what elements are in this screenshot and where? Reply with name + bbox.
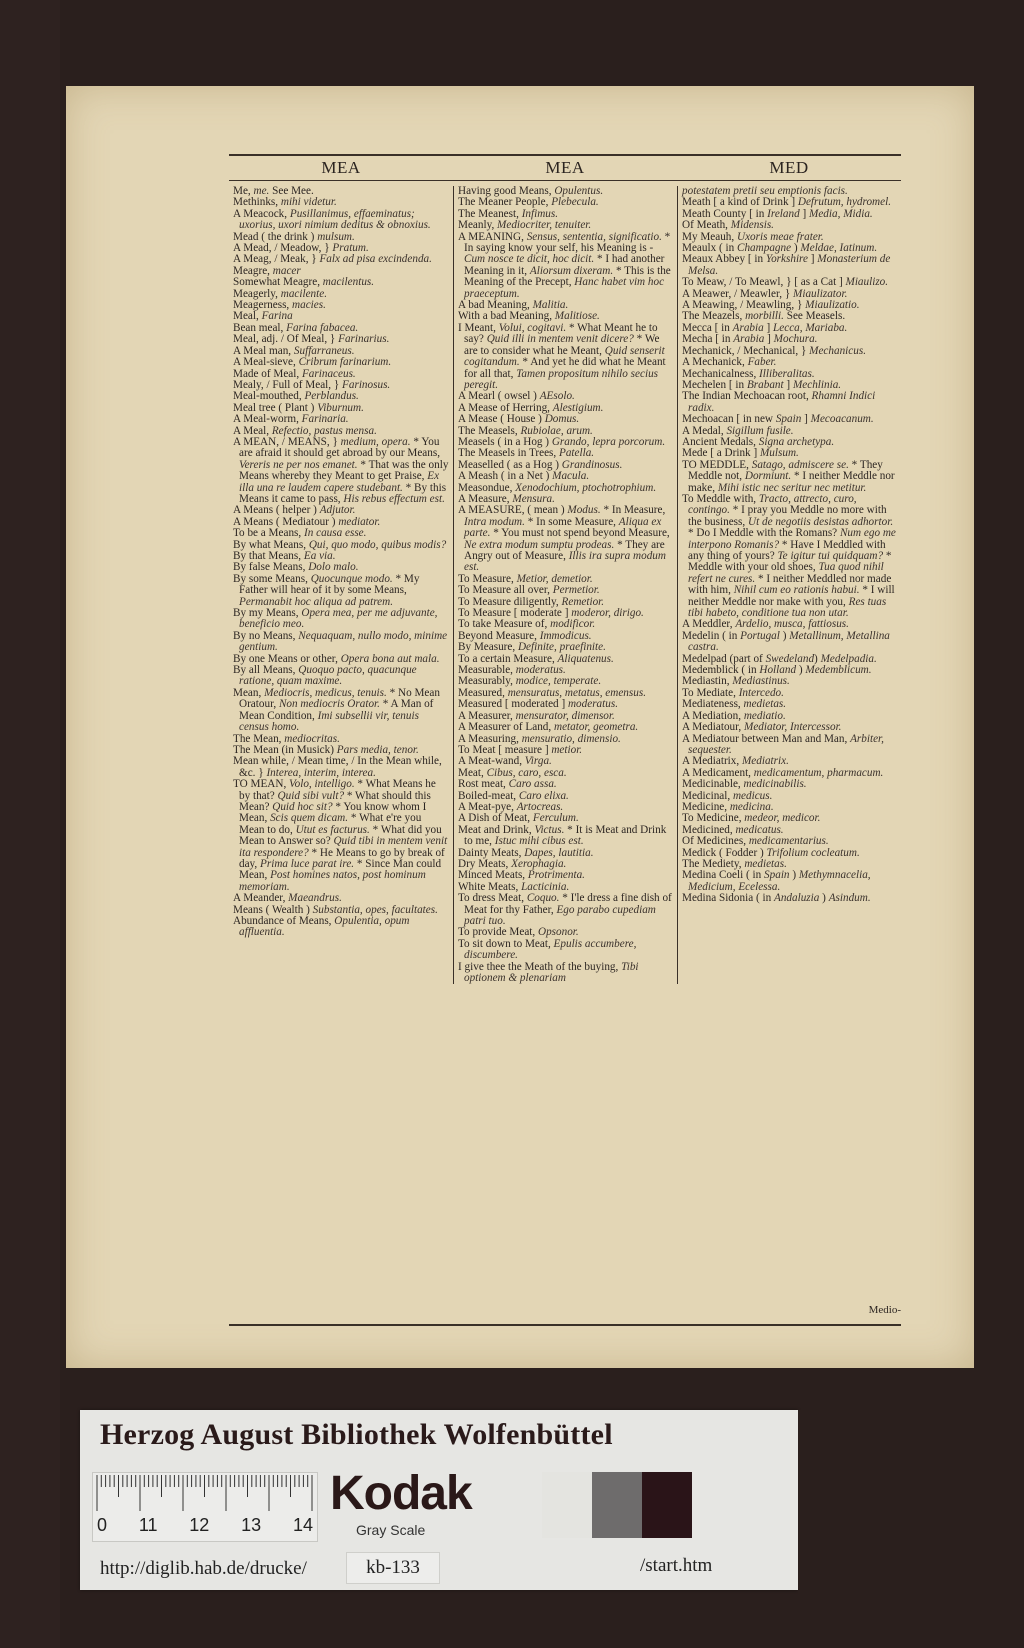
dictionary-entry: To a certain Measure, Aliquatenus. (458, 652, 614, 665)
dictionary-entry: A bad Meaning, Malitia. (458, 299, 569, 312)
dictionary-entry: A Measuring, mensuratio, dimensio. (458, 732, 621, 745)
dictionary-entry: The Meanest, Infimus. (458, 207, 559, 220)
dictionary-entry: Medelin ( in Portugal ) Metallinum, Metallina castra. (682, 629, 890, 654)
dictionary-entry: By that Means, Ea via. (233, 550, 336, 562)
dictionary-entry: To be a Means, In causa esse. (233, 527, 367, 540)
dictionary-entry: To Measure [ moderate ] moderor, dirigo. (458, 607, 644, 620)
dictionary-entry: Of Meath, Midensis. (682, 219, 774, 232)
dictionary-entry: By some Means, Quocunque modo. * My Father will hear of it by some Means, Permanabit hoc aliqua ad patrem. (233, 572, 420, 608)
dictionary-entry: The Measels, Rubiolae, arum. (458, 424, 593, 437)
dictionary-entry: Mediateness, medietas. (682, 698, 787, 711)
dictionary-entry: Meat, Cibus, caro, esca. (458, 766, 567, 779)
dictionary-entry: By my Means, Opera mea, per me adjuvante, beneficio meo. (233, 607, 438, 631)
dictionary-entry: By false Means, Dolo malo. (233, 561, 359, 574)
dictionary-entry: Rost meat, Caro assa. (458, 778, 557, 791)
dictionary-entry: The Indian Mechoacan root, Rhamni Indici radix. (682, 390, 876, 414)
dictionary-entry: To Mediate, Intercedo. (682, 686, 784, 699)
ruler-label: 13 (241, 1515, 262, 1535)
ruler-ticks-icon (95, 1475, 315, 1515)
dictionary-entry: To Medicine, medeor, medicor. (682, 812, 821, 825)
dictionary-entry: I give thee the Meath of the buying, Tibi optionem & plenariam (458, 960, 639, 985)
dictionary-entry: Measurably, modice, temperate. (458, 675, 602, 688)
dictionary-entry: Mechelen [ in Brabant ] Mechlinia. (682, 378, 842, 391)
dictionary-entry: The Mean, mediocritas. (233, 732, 340, 745)
dictionary-entry: Medina Sidonia ( in Andaluzia ) Asindum. (682, 892, 871, 905)
dictionary-entry: Dainty Meats, Dapes, lautitia. (458, 846, 594, 859)
dictionary-entry: To Measure all over, Permetior. (458, 584, 600, 597)
dictionary-entry: Meal, Farina (233, 310, 293, 323)
dictionary-entry: The Measels in Trees, Patella. (458, 447, 595, 460)
dictionary-entry: By one Means or other, Opera bona aut mala. (233, 652, 440, 665)
color-target-card (80, 1410, 798, 1590)
dictionary-entry: To Meddle with, Tracto, attrecto, curo, contingo. * I pray you Meddle no more with the business, Ut de negotiis desistas adhortor. * Do I Meddle with the Romans? Num ego me interpono Romanis? * Have I Meddled with any thing of yours? Te igitur tui quidquam? * Meddle with your old shoes, Tua quod nihil refert ne cures. * I neither Meddled nor made with him, Nihil cum eo rationis habui. * I will neither Meddle nor make with you, Res tuas tibi habeto, conditione tua non utar. (682, 492, 896, 620)
headword-middle: MEA (545, 158, 585, 177)
dictionary-entry: A Meash ( in a Net ) Macula. (458, 470, 590, 483)
dictionary-entry: By Measure, Definite, praefinite. (458, 641, 606, 654)
dictionary-entry: Meagerly, macilente. (233, 287, 328, 300)
dictionary-entry: My Meauh, Uxoris meae frater. (682, 230, 824, 243)
swatch-dark (642, 1472, 692, 1538)
dictionary-entry: Measondue, Xenodochium, ptochotrophium. (458, 481, 657, 494)
url-prefix: http://diglib.hab.de/drucke/ (100, 1558, 307, 1579)
dictionary-entry: Meath County [ in Ireland ] Media, Midia. (682, 207, 873, 220)
dictionary-entry: By what Means, Qui, quo modo, quibus modis? (233, 538, 447, 551)
dictionary-entry: A Dish of Meat, Ferculum. (458, 812, 579, 825)
shelfmark-code: kb-133 (346, 1552, 440, 1584)
gray-swatches (542, 1472, 692, 1538)
dictionary-entry: Dry Meats, Xerophagia. (458, 857, 567, 870)
dictionary-entry: The Meaner People, Plebecula. (458, 196, 599, 209)
dictionary-entry: To Measure diligently, Remetior. (458, 595, 605, 608)
dictionary-entry: A Meat-pye, Artocreas. (458, 800, 564, 813)
dictionary-entry: Mediastin, Mediastinus. (682, 675, 790, 688)
dictionary-entry: A Medal, Sigillum fusile. (682, 424, 794, 437)
dictionary-entry: A Meawer, / Meawler, } Miaulizator. (682, 287, 848, 300)
dictionary-entry: Mechanicalness, Illiberalitas. (682, 367, 815, 380)
dictionary-entry: Measelled ( as a Hog ) Grandinosus. (458, 458, 623, 471)
dictionary-entry: A Measure, Mensura. (458, 492, 555, 505)
scan-backdrop-right (798, 1410, 1024, 1648)
dictionary-entry: Measured, mensuratus, metatus, emensus. (458, 686, 647, 699)
dictionary-entry: The Mediety, medietas. (682, 857, 787, 870)
dictionary-entry: Bean meal, Farina fabacea. (233, 321, 359, 334)
ruler-label: 11 (138, 1515, 158, 1535)
dictionary-entry: A Mediatrix, Mediatrix. (682, 755, 789, 768)
headword-right: MED (769, 158, 809, 177)
dictionary-entry: A MEANING, Sensus, sententia, significatio. * In saying know your self, his Meaning is - Cum nosce te dicit, hoc dicit. * I had another Meaning in it, Aliorsum dixeram. * This is the Meaning of the Precept, Hanc habet vim hoc praeceptum. (458, 230, 671, 300)
dictionary-entry: Boiled-meat, Caro elixa. (458, 789, 569, 802)
dictionary-entry: Mean while, / Mean time, / In the Mean while, &c. } Interea, interim, interea. (233, 755, 442, 779)
dictionary-entry: A MEAN, / MEANS, } medium, opera. * You are afraid it should get abroad by our Means, Vereris ne per nos emanet. * That was the only Means whereby they Meant to get Praise, Ex illa una re laudem capere studebant. * By this Means it came to pass, His rebus effectum est. (233, 435, 449, 505)
swatch-mid (592, 1472, 642, 1538)
dictionary-entry: By no Means, Nequaquam, nullo modo, minime gentium. (233, 629, 448, 654)
dictionary-entry: Meal, adj. / Of Meal, } Farinarius. (233, 333, 390, 346)
dictionary-entry: potestatem pretii seu emptionis facis. (682, 185, 848, 197)
dictionary-entry: Methinks, mihi videtur. (233, 196, 337, 209)
dictionary-columns (229, 186, 901, 984)
dictionary-entry: Medemblick ( in Holland ) Medemblicum. (682, 664, 872, 677)
dictionary-entry: Meat and Drink, Victus. * It is Meat and Drink to me, Istuc mihi cibus est. (458, 823, 667, 848)
dictionary-entry: Medina Coeli ( in Spain ) Methymnacelia, Medicium, Ecelessa. (682, 869, 871, 893)
dictionary-entry: Mechanick, / Mechanical, } Mechanicus. (682, 344, 866, 357)
dictionary-entry: A Mediatour, Mediator, Intercessor. (682, 721, 842, 734)
running-head (229, 156, 901, 180)
ruler-label: 12 (189, 1515, 210, 1535)
column-1 (229, 186, 453, 984)
dictionary-entry: A Mead, / Meadow, } Pratum. (233, 242, 369, 255)
dictionary-entry: I Meant, Volui, cogitavi. * What Meant he to say? Quid illi in mentem venit dicere? * We are to consider what he Meant, Quid senserit cogitandum. * And yet he did what he Meant for all that, Tamen propositum nihilo secius peregit. (458, 321, 666, 391)
dictionary-entry: A Meal-worm, Farinaria. (233, 413, 349, 426)
dictionary-entry: A Meal man, Suffarraneus. (233, 344, 355, 357)
dictionary-entry: A Mease ( House ) Domus. (458, 413, 580, 426)
url-suffix: /start.htm (640, 1555, 713, 1576)
dictionary-entry: Medelpad (part of Swedeland) Medelpadia. (682, 652, 877, 665)
dictionary-entry: A MEASURE, ( mean ) Modus. * In Measure, Intra modum. * In some Measure, Aliqua ex parte. * You must not spend beyond Measure, Ne extra modum sumptu prodeas. * They are Angry out of Measure, Illis ira supra modum est. (458, 504, 670, 574)
dictionary-entry: A Meacock, Pusillanimus, effaeminatus; uxorius, uxori nimium deditus & obnoxius. (233, 207, 431, 232)
dictionary-entry: Meagre, macer (233, 264, 301, 277)
dictionary-entry: A Meal, Refectio, pastus mensa. (233, 424, 377, 437)
dictionary-entry: Measured [ moderated ] moderatus. (458, 698, 619, 711)
dictionary-entry: TO MEAN, Volo, intelligo. * What Means he by that? Quid sibi vult? * What should this Mean? Quid hoc sit? * You know whom I Mean, Scis quem dicam. * What e're you Mean to do, Utut es facturus. * What did you Mean to Answer so? Quid tibi in mentem venit ita respondere? * He Means to go by break of day, Prima luce parat ire. * Since Man could Mean, Post homines natos, post hominum memoriam. (233, 778, 448, 893)
dictionary-entry: TO MEDDLE, Satago, admiscere se. * They Meddle not, Dormiunt. * I neither Meddle nor make, Mihi istic nec seritur nec metitur. (682, 458, 895, 494)
dictionary-entry: A Measurer of Land, metator, geometra. (458, 721, 639, 734)
dictionary-entry: Mean, Mediocris, medicus, tenuis. * No Mean Oratour, Non mediocris Orator. * A Man of Mean Condition, Imi subsellii vir, tenuis census homo. (233, 686, 440, 734)
dictionary-entry: Meath [ a kind of Drink ] Defrutum, hydromel. (682, 196, 892, 209)
dictionary-entry: To sit down to Meat, Epulis accumbere, discumbere. (458, 937, 637, 962)
bottom-rule (229, 1324, 901, 1326)
dictionary-entry: Medick ( Fodder ) Trifolium cocleatum. (682, 846, 860, 859)
dictionary-entry: White Meats, Lacticinia. (458, 880, 570, 893)
dictionary-entry: A Mearl ( owsel ) AEsolo. (458, 390, 575, 403)
dictionary-entry: Made of Meal, Farinaceus. (233, 367, 356, 380)
ruler-labels (93, 1515, 317, 1537)
scan-backdrop (0, 0, 60, 1648)
dictionary-entry: To dress Meat, Coquo. * I'le dress a fine dish of Meat for thy Father, Ego parabo cupediam patri tuo. (458, 892, 672, 927)
dictionary-entry: A Measurer, mensurator, dimensor. (458, 709, 615, 722)
dictionary-entry: To Meaw, / To Meawl, } [ as a Cat ] Miaulizo. (682, 276, 889, 289)
ruler-label: 0 (97, 1515, 108, 1535)
catchword: Medio- (868, 1304, 901, 1316)
dictionary-entry: Measurable, moderatus. (458, 664, 566, 677)
dictionary-entry: A Meander, Maeandrus. (233, 892, 342, 905)
dictionary-entry: Meaux Abbey [ in Yorkshire ] Monasterium de Melsa. (682, 253, 891, 277)
dictionary-entry: Measels ( in a Hog ) Grando, lepra porcorum. (458, 435, 666, 448)
scale-ruler (92, 1472, 318, 1542)
dictionary-entry: A Mediation, mediatio. (682, 709, 786, 722)
dictionary-entry: Medicine, medicina. (682, 800, 774, 813)
kodak-logo: Kodak (330, 1467, 472, 1520)
dictionary-entry: Abundance of Means, Opulentia, opum affluentia. (233, 915, 410, 939)
dictionary-entry: Meanly, Mediocriter, tenuiter. (458, 219, 592, 232)
dictionary-entry: The Meazels, morbilli. See Measels. (682, 310, 846, 323)
dictionary-entry: A Meal-sieve, Cribrum farinarium. (233, 356, 392, 369)
dictionary-entry: A Meat-wand, Virga. (458, 755, 552, 768)
dictionary-page (66, 86, 974, 1368)
column-3 (677, 186, 901, 984)
dictionary-entry: The Mean (in Musick) Pars media, tenor. (233, 743, 419, 756)
dictionary-entry: Minced Meats, Protrimenta. (458, 869, 585, 882)
dictionary-entry: A Mediatour between Man and Man, Arbiter, sequester. (682, 732, 884, 756)
dictionary-entry: Meaulx ( in Champagne ) Meldae, Iatinum. (682, 242, 878, 255)
dictionary-entry: Mealy, / Full of Meal, } Farinosus. (233, 378, 391, 391)
dictionary-entry: A Medicament, medicamentum, pharmacum. (682, 766, 884, 779)
swatch-light (542, 1472, 592, 1538)
dictionary-entry: To Meat [ measure ] metior. (458, 743, 583, 756)
dictionary-entry: To take Measure of, modificor. (458, 618, 596, 631)
dictionary-entry: Having good Means, Opulentus. (458, 185, 604, 197)
dictionary-entry: Ancient Medals, Signa archetypa. (682, 435, 835, 448)
dictionary-entry: Mecca [ in Arabia ] Lecca, Mariaba. (682, 321, 848, 334)
dictionary-entry: With a bad Meaning, Malitiose. (458, 310, 600, 323)
dictionary-entry: To provide Meat, Opsonor. (458, 926, 579, 939)
dictionary-entry: A Mease of Herring, Alestigium. (458, 401, 604, 414)
headword-left: MEA (321, 158, 361, 177)
dictionary-entry: Somewhat Meagre, macilentus. (233, 276, 375, 289)
dictionary-entry: Mede [ a Drink ] Mulsum. (682, 447, 799, 460)
library-title: Herzog August Bibliothek Wolfenbüttel (100, 1418, 613, 1451)
dictionary-entry: Means ( Wealth ) Substantia, opes, facultates. (233, 903, 438, 916)
dictionary-entry: Mead ( the drink ) mulsum. (233, 230, 355, 243)
dictionary-entry: Me, me. See Mee. (233, 185, 314, 197)
dictionary-entry: A Means ( Mediatour ) mediator. (233, 515, 381, 528)
dictionary-entry: A Meawing, / Meawling, } Miaulizatio. (682, 299, 860, 312)
dictionary-entry: A Mechanick, Faber. (682, 356, 777, 369)
dictionary-entry: Medicinable, medicinabilis. (682, 778, 807, 791)
dictionary-entry: Medicined, medicatus. (682, 823, 784, 836)
dictionary-entry: Beyond Measure, Immodicus. (458, 629, 592, 642)
dictionary-entry: To Measure, Metior, demetior. (458, 572, 593, 585)
grayscale-label: Gray Scale (356, 1522, 426, 1538)
header-rule (229, 180, 901, 181)
column-2 (453, 186, 677, 984)
dictionary-entry: A Meag, / Meak, } Falx ad pisa excindenda. (233, 253, 432, 266)
ruler-label: 14 (292, 1515, 313, 1535)
dictionary-entry: Medicinal, medicus. (682, 789, 773, 802)
dictionary-entry: Of Medicines, medicamentarius. (682, 835, 829, 848)
dictionary-entry: A Meddler, Ardelio, musca, fattiosus. (682, 618, 849, 631)
dictionary-entry: Mecha [ in Arabia ] Mochura. (682, 333, 818, 346)
dictionary-entry: Meal-mouthed, Perblandus. (233, 390, 359, 403)
dictionary-entry: Mechoacan [ in new Spain ] Mecoacanum. (682, 413, 874, 426)
dictionary-entry: Meal tree ( Plant ) Viburnum. (233, 401, 364, 414)
dictionary-entry: A Means ( helper ) Adjutor. (233, 504, 356, 517)
dictionary-entry: Meagerness, macies. (233, 299, 326, 312)
dictionary-entry: By all Means, Quoquo pacto, quacunque ratione, quam maxime. (233, 664, 417, 688)
